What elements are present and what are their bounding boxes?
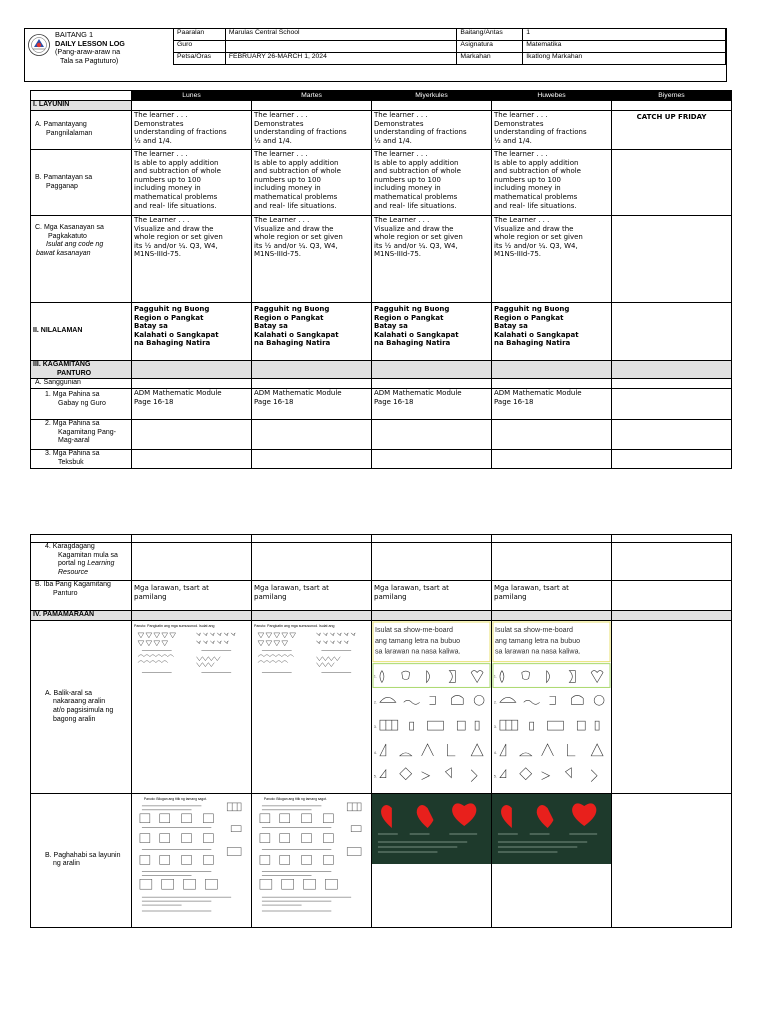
pb-label-1: B. Paghahabi sa layunin [45,851,121,859]
grouping-worksheet-image [252,621,371,790]
row-gabay-ng-guro [31,389,732,420]
ws-panuto-text: Panuto: Pangkatin ang mga sumusunod. Isulat ang [133,623,215,628]
row-karagdagang-kagamitan [31,543,732,581]
svg-text:5.: 5. [373,774,377,779]
baitang-value: 1 [523,29,726,41]
document-title: DAILY LESSON LOG [55,38,125,48]
guro-value [225,41,457,53]
sanggunian-label: A. Sanggunian [31,379,132,389]
paaralan-value: Marulas Central School [225,29,457,41]
markahan-label: Markahan [457,53,523,65]
row-iba-pang-kagamitan [31,581,732,611]
a-cell-miyerkules: The learner . . . Demonstrates understanding of fractions ½ and 1/4. [372,111,492,150]
worksheet-mcq-lunes [132,794,252,928]
svg-text:3.: 3. [493,725,497,730]
c-label-2: Pagkakatuto [48,232,87,240]
c-label-3: Isulat ang code ng [46,241,104,249]
board-line-1: Isulat sa show-me-board [494,625,573,634]
rb-cell-huwebes: Mga larawan, tsart at pamilang [492,581,612,611]
row-pamantayang-pangnilalaman [31,111,732,150]
row-paghahabi [31,794,732,928]
hearts-board-miyerkules [372,794,492,928]
svg-text:2.: 2. [373,700,377,705]
ws-panuto-text: Panuto: Pangkatin ang mga sumusunod. Isulat ang [253,623,335,628]
multiple-choice-worksheet-image [132,794,251,923]
section-kagamitang-panturo: III. KAGAMITANG PANTURO [31,361,132,379]
day-header-biyernes: Biyernes [612,91,732,101]
worksheet-grouping-lunes [132,621,252,794]
blank-header-cell [31,91,132,101]
row-nilalaman [31,303,732,361]
grouping-worksheet-image [132,621,251,790]
rb-cell-miyerkules: Mga larawan, tsart at pamilang [372,581,492,611]
worksheet-grouping-martes [252,621,372,794]
rb-cell-lunes: Mga larawan, tsart at pamilang [132,581,252,611]
r4-label-4: Learning [87,560,115,568]
a-cell-huwebes: The learner . . . Demonstrates understanding of fractions ½ and 1/4. [492,111,612,150]
r4-label-5: Resource [58,568,88,576]
lesson-log-header [24,28,727,82]
c-cell-miyerkules: The Learner . . . Visualize and draw the whole region or set given its ½ and/or ¼. Q3, W4, M1NS-IIId-75. [372,216,492,303]
document-subtitle-2: Tala sa Pagtuturo) [60,55,119,65]
hearts-board-huwebes [492,794,612,928]
lesson-log-table-1 [30,90,732,469]
header-info-table [173,28,726,65]
pa-label-3: at/o pagsisimula ng [53,707,114,715]
day-header-huwebes: Huwebes [492,91,612,101]
svg-text:2.: 2. [493,700,497,705]
r3-label-1: 3. Mga Pahina sa [45,450,100,458]
b-label-2: Pagganap [46,182,78,190]
guro-label: Guro [174,41,226,53]
a-label-2: Pangnilalaman [46,130,93,137]
pb-label-2: ng aralin [53,860,80,868]
nil-cell-huwebes: Pagguhit ng Buong Region o Pangkat Batay sa Kalahati o Sangkapat na Bahaging Natira [492,303,612,361]
c-label-1: C. Mga Kasanayan sa [35,224,104,231]
paaralan-label: Paaralan [174,29,226,41]
lesson-log-table-2 [30,534,732,928]
row-teksbuk [31,450,732,469]
r1-cell-miyerkules: ADM Mathematic Module Page 16-18 [372,389,492,420]
c-label-4: bawat kasanayan [36,249,91,257]
nil-cell-martes: Pagguhit ng Buong Region o Pangkat Batay sa Kalahati o Sangkapat na Bahaging Natira [252,303,372,361]
document-subtitle-1: (Pang-araw-araw na [55,47,121,57]
svg-text:4.: 4. [493,750,497,755]
r4-label-2: Kagamitan mula sa [58,551,118,559]
hearts-chalkboard-image [492,794,611,864]
a-cell-martes: The learner . . . Demonstrates understanding of fractions ½ and 1/4. [252,111,372,150]
board-line-1: Isulat sa show-me-board [374,625,453,634]
day-header-miyerkules: Miyerkules [372,91,492,101]
catch-up-friday: CATCH UP FRIDAY [612,111,732,150]
board-line-2: ang tamang letra na bubuo [374,636,461,645]
show-me-board-image [492,621,611,790]
svg-text:1.: 1. [493,674,497,679]
section-nilalaman: II. NILALAMAN [31,303,132,361]
r2-label-3: Mag-aaral [58,437,90,445]
r1-cell-huwebes: ADM Mathematic Module Page 16-18 [492,389,612,420]
r1-cell-lunes: ADM Mathematic Module Page 16-18 [132,389,252,420]
row-kagamitang-panturo [31,361,732,379]
pa-label-2: nakaraang aralin [53,698,106,706]
a-cell-lunes: The learner . . . Demonstrates understanding of fractions ½ and 1/4. [132,111,252,150]
day-header-lunes: Lunes [132,91,252,101]
petsa-label: Petsa/Oras [174,53,226,65]
section-layunin: I. LAYUNIN [31,101,132,111]
petsa-value: FEBRUARY 26-MARCH 1, 2024 [225,53,457,65]
show-me-board-huwebes [492,621,612,794]
ws-panuto-text: Panuto: Bilugan ang titik ng tamang sagot. [143,797,208,802]
board-line-2: ang tamang letra na bubuo [494,636,581,645]
pa-label-4: bagong aralin [53,715,96,723]
b-cell-martes: The learner . . . Is able to apply addition and subtraction of whole numbers up to 100 including money in mathematical problems and real- life situations. [252,150,372,216]
multiple-choice-worksheet-image [252,794,371,923]
c-cell-martes: The Learner . . . Visualize and draw the whole region or set given its ½ and/or ¼. Q3, W4, M1NS-IIId-75. [252,216,372,303]
row-pamantayan-sa-pagganap [31,150,732,216]
rb-label-2: Panturo [53,589,78,597]
markahan-value: Ikatlong Markahan [523,53,726,65]
b-label-1: B. Pamantayan sa [35,173,93,181]
rb-label-1: B. Iba Pang Kagamitang [35,581,111,588]
b-cell-lunes: The learner . . . Is able to apply addition and subtraction of whole numbers up to 100 including money in mathematical problems and real- life situations. [132,150,252,216]
r4-label-1: 4. Karagdagang [45,543,95,550]
asignatura-value: Matematika [523,41,726,53]
show-me-board-image [372,621,491,790]
deped-seal-icon [28,34,50,56]
svg-text:4.: 4. [373,750,377,755]
board-line-3: sa larawan na nasa kaliwa. [494,647,581,656]
ws-panuto-text: Panuto: Bilugan ang titik ng tamang sagot. [263,797,328,802]
svg-text:5.: 5. [493,774,497,779]
b-cell-huwebes: The learner . . . Is able to apply addition and subtraction of whole numbers up to 100 including money in mathematical problems and real- life situations. [492,150,612,216]
board-line-3: sa larawan na nasa kaliwa. [374,647,461,656]
r1-label-1: 1. Mga Pahina sa [45,391,100,399]
worksheet-mcq-martes [252,794,372,928]
svg-text:3.: 3. [373,725,377,730]
nil-cell-lunes: Pagguhit ng Buong Region o Pangkat Batay sa Kalahati o Sangkapat na Bahaging Natira [132,303,252,361]
r2-label-2: Kagamitang Pang- [58,428,116,436]
hearts-chalkboard-image [372,794,491,864]
rb-cell-martes: Mga larawan, tsart at pamilang [252,581,372,611]
section-pamamaraan: IV. PAMAMARAAN [31,611,132,621]
row-mga-kasanayan [31,216,732,303]
show-me-board-miyerkules [372,621,492,794]
baitang-label: Baitang/Antas [457,29,523,41]
row-kagamitang-pang-mag-aaral [31,420,732,450]
r4-label-3: portal ng [58,560,86,568]
c-cell-lunes: The Learner . . . Visualize and draw the whole region or set given its ½ and/or ¼. Q3, W4, M1NS-IIId-75. [132,216,252,303]
b-cell-miyerkules: The learner . . . Is able to apply addition and subtraction of whole numbers up to 100 including money in mathematical problems and real- life situations. [372,150,492,216]
grade-label: BAITANG 1 [55,30,94,39]
asignatura-label: Asignatura [457,41,523,53]
pa-label-1: A. Balik-aral sa [45,689,93,697]
r1-label-2: Gabay ng Guro [58,399,106,407]
a-label-1: A. Pamantayang [35,121,87,129]
r3-label-2: Teksbuk [58,458,84,466]
row-balik-aral [31,621,732,794]
r1-cell-martes: ADM Mathematic Module Page 16-18 [252,389,372,420]
svg-text:1.: 1. [373,674,377,679]
row-sanggunian [31,379,732,389]
nil-cell-miyerkules: Pagguhit ng Buong Region o Pangkat Batay sa Kalahati o Sangkapat na Bahaging Natira [372,303,492,361]
r2-label-1: 2. Mga Pahina sa [45,420,100,428]
day-header-martes: Martes [252,91,372,101]
c-cell-huwebes: The Learner . . . Visualize and draw the whole region or set given its ½ and/or ¼. Q3, W4, M1NS-IIId-75. [492,216,612,303]
lesson-log-title-block [55,31,125,65]
